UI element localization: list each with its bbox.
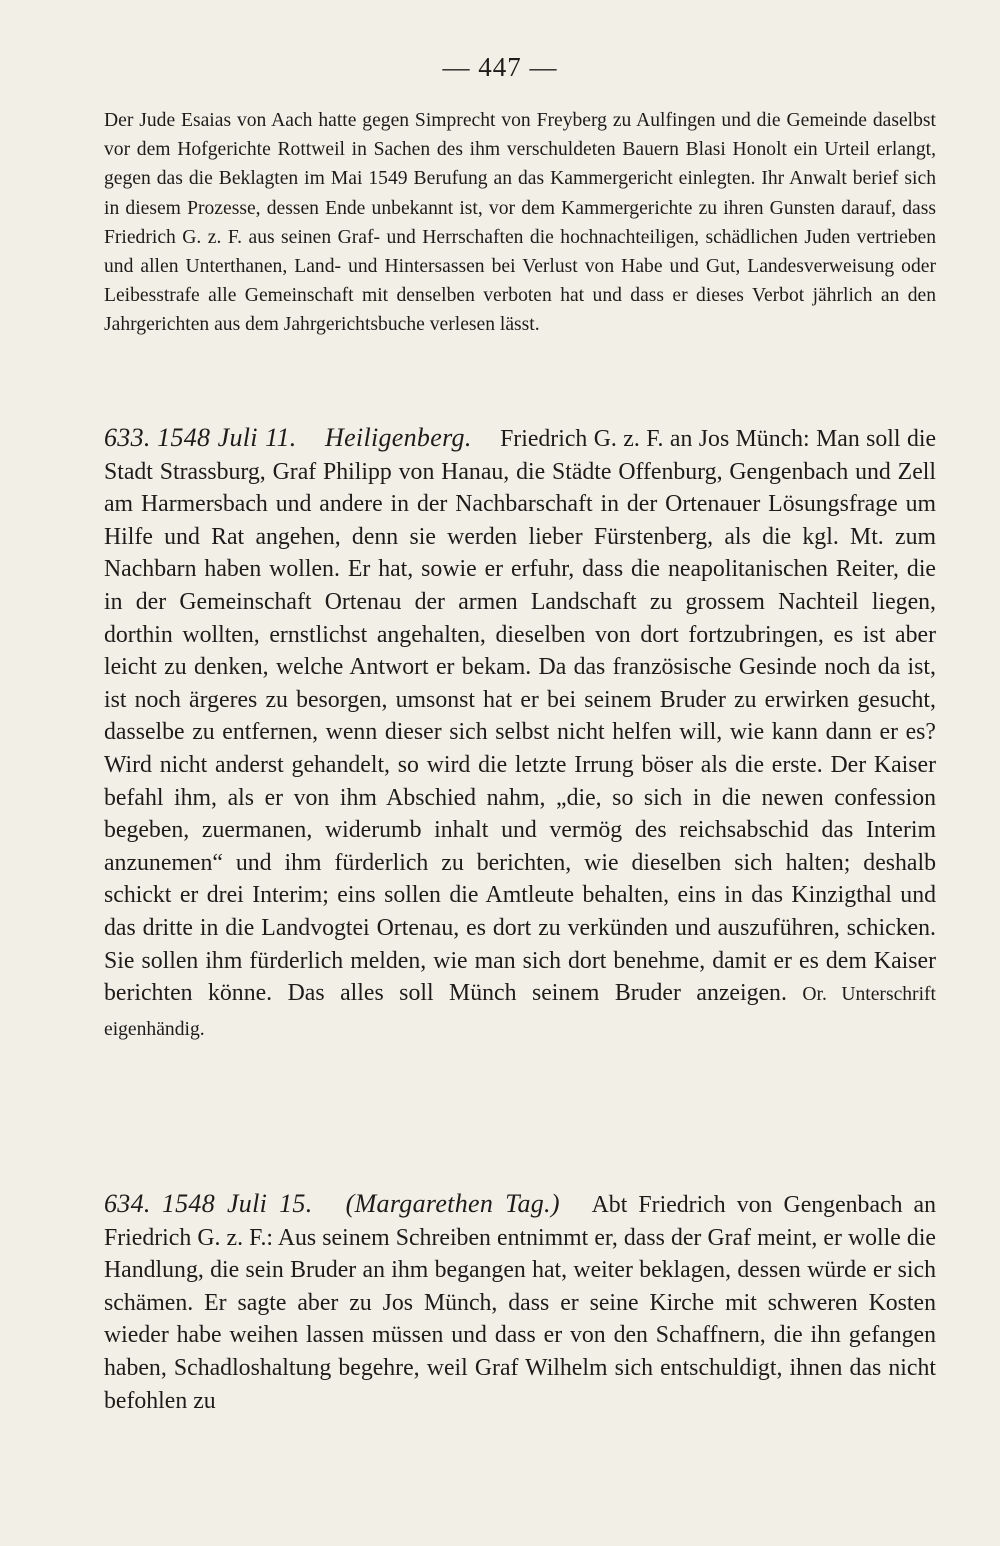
- entry-place: Heiligenberg.: [325, 423, 472, 452]
- entry-place: (Margarethen Tag.): [345, 1189, 560, 1218]
- entry-body: Abt Friedrich von Gengenbach an Friedrich G. z. F.: Aus seinem Schreiben entnimmt er, dass der Graf meint, er wolle die Handlung, die sein Bruder an ihm begangen hat, weiter beklagen, dessen würde er sich schämen. Er sagte aber zu Jos Münch, dass er seine Kirche mit schweren Kosten wieder habe weihen lassen müssen und dass er von den Schaffnern, die ihn gefangen haben, Schadloshaltung begehre, weil Graf Wilhelm sich entschuldigt, ihnen das nicht befohlen zu: [104, 1192, 937, 1414]
- intro-paragraph: Der Jude Esaias von Aach hatte gegen Simprecht von Freyberg zu Aulfingen und die Gemeinde daselbst vor dem Hofgerichte Rottweil in Sachen des ihm verschuldeten Bauern Blasi Honolt ein Urteil erlangt, gegen das die Beklagten im Mai 1549 Berufung an das Kammergericht einlegten. Ihr Anwalt berief sich in diesem Prozesse, dessen Ende unbekannt ist, vor dem Kammergerichte zu ihren Gunsten darauf, dass Friedrich G. z. F. aus seinen Graf- und Herrschaften die hochnachteiligen, schädlichen Juden vertrieben und allen Unterthanen, Land- und Hintersassen bei Verlust von Habe und Gut, Landesverweisung oder Leibesstrafe alle Gemeinschaft mit denselben verboten hat und dass er dieses Verbot jährlich an den Jahrgerichten aus dem Jahrgerichtsbuche verlesen lässt.: [104, 110, 936, 336]
- entry-note: Or. Unterschrift eigenhändig.: [104, 984, 936, 1040]
- entry-number: 633.: [104, 423, 151, 452]
- entry-634: [104, 1188, 936, 1417]
- entry-date: 1548 Juli 11.: [157, 423, 297, 452]
- entry-number: 634.: [104, 1189, 151, 1218]
- page-number: — 447 —: [442, 52, 558, 82]
- entry-633: [104, 422, 936, 1046]
- entry-body: Friedrich G. z. F. an Jos Münch: Man soll die Stadt Strassburg, Graf Philipp von Hanau, die Städte Offenburg, Gengenbach und Zell am Harmersbach und andere in der Nachbarschaft in der Ortenauer Lösungsfrage um Hilfe und Rat angehen, denn sie werden lieber Fürstenberg, als die kgl. Mt. zum Nachbarn haben wollen. Er hat, sowie er erfuhr, dass die neapolitanischen Reiter, die in der Gemeinschaft Ortenau der armen Landschaft zu grossem Nachteil liegen, dorthin wollten, ernstlichst angehalten, dieselben von dort fortzubringen, es ist aber leicht zu denken, welche Antwort er bekam. Da das französische Gesinde noch da ist, ist noch ärgeres zu besorgen, umsonst hat er bei seinem Bruder zu erwirken gesucht, dasselbe zu entfernen, wenn dieser sich selbst nicht helfen will, wie kann dann er es? Wird nicht anderst gehandelt, so wird die letzte Irrung böser als die erste. Der Kaiser befahl ihm, als er von ihm Abschied nahm, „die, so sich in die newen confession begeben, zuermanen, widerumb inhalt und vermög des reichsabschid das Interim anzunemen“ und ihm fürderlich zu berichten, wie dieselben sich halten; deshalb schickt er drei Interim; eins sollen die Amtleute behalten, eins in das Kinzigthal und das dritte in die Landvogtei Ortenau, es dort zu verkünden und auszuführen, schicken. Sie sollen ihm fürderlich melden, wie man sich dort benehme, damit er es dem Kaiser berichten könne. Das alles soll Münch seinem Bruder anzeigen.: [104, 426, 937, 1007]
- entry-date: 1548 Juli 15.: [161, 1189, 313, 1218]
